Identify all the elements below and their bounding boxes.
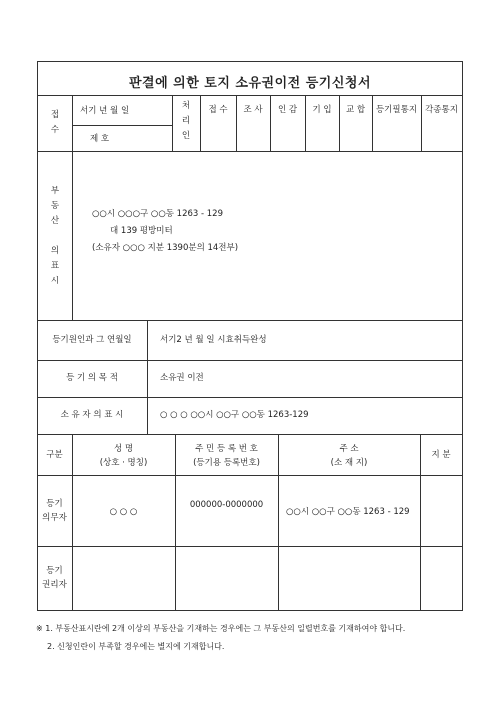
reception-label <box>49 108 61 138</box>
category-header: 구분 <box>46 450 63 460</box>
table-border-right <box>462 61 463 611</box>
reception-label-char: 접 <box>50 110 60 120</box>
name-subheader: (상호 · 명칭) <box>99 458 148 468</box>
id-subheader: (등기용 등록번호) <box>193 458 260 468</box>
category-cell: 권리자 <box>42 580 67 590</box>
property-label-char: 부 <box>50 186 60 196</box>
name-cell: ○ ○ ○ <box>109 507 138 517</box>
table-border-bottom <box>37 610 463 611</box>
property-label-char: 시 <box>50 276 60 286</box>
property-label-char: 동 <box>50 201 60 211</box>
divider <box>421 95 422 151</box>
table-border-top <box>37 61 463 62</box>
divider <box>236 95 237 151</box>
category-cell: 등기 <box>46 499 63 509</box>
column-header-investigation: 조 사 <box>243 105 263 115</box>
divider <box>72 151 73 320</box>
reception-date: 서기 년 월 일 <box>80 106 130 116</box>
reception-label-char: 수 <box>50 125 60 135</box>
divider <box>420 434 421 610</box>
cause-label: 등기원인과 그 연월일 <box>52 335 132 345</box>
property-label-char: 산 <box>50 216 60 226</box>
column-header-other-notice: 각종통지 <box>425 105 458 115</box>
divider <box>37 546 463 547</box>
column-header-entry: 기 입 <box>312 105 332 115</box>
divider <box>147 320 148 434</box>
property-label-char: 표 <box>50 261 60 271</box>
divider <box>72 125 172 126</box>
property-label-char: 의 <box>50 246 60 256</box>
column-header-completion-notice: 등기필통지 <box>375 105 418 115</box>
divider <box>72 95 73 151</box>
column-header-seal: 인 감 <box>277 105 298 115</box>
property-address: ○○시 ○○○구 ○○동 1263 - 129 <box>92 209 223 219</box>
address-cell: ○○시 ○○구 ○○동 1263 - 129 <box>286 507 410 517</box>
page-title: 판결에 의한 토지 소유권이전 등기신청서 <box>128 76 372 91</box>
address-subheader: (소 재 지) <box>330 458 368 468</box>
divider <box>270 95 271 151</box>
processing-label-char: 처 <box>181 101 191 111</box>
share-header: 지 분 <box>431 450 451 460</box>
divider <box>37 360 463 361</box>
divider <box>339 95 340 151</box>
divider <box>172 95 173 151</box>
divider <box>37 320 463 321</box>
divider <box>37 434 463 435</box>
column-header-check: 교 합 <box>345 105 366 115</box>
ownership-label: 소 유 자 의 표 시 <box>60 410 124 420</box>
column-header-reception: 접 수 <box>208 105 228 115</box>
category-cell: 의무자 <box>42 513 67 523</box>
footnote-1: ※ 1. 부동산표시란에 2개 이상의 부동산을 기재하는 경우에는 그 부동산의 일렬번호를 기재하여야 합니다. <box>36 624 406 633</box>
divider <box>37 151 463 152</box>
divider <box>37 475 463 476</box>
property-owner-share: (소유자 ○○○ 지분 1390분의 14전부) <box>92 243 239 253</box>
cause-value: 서기2 년 월 일 시효취득완성 <box>160 335 267 345</box>
purpose-value: 소유권 이전 <box>160 373 204 383</box>
property-area: 대 139 평방미터 <box>110 226 173 236</box>
id-cell: 000000-0000000 <box>189 500 264 510</box>
property-label-char <box>49 229 61 244</box>
category-cell: 등기 <box>46 566 63 576</box>
divider <box>37 95 463 96</box>
purpose-label: 등 기 의 목 적 <box>66 373 118 383</box>
divider <box>372 95 373 151</box>
id-header: 주 민 등 록 번 호 <box>195 444 258 454</box>
divider <box>200 95 201 151</box>
processing-label <box>180 99 192 144</box>
reception-number: 제 호 <box>90 134 110 144</box>
divider <box>37 397 463 398</box>
footnote-2: 2. 신청인란이 부족할 경우에는 별지에 기재합니다. <box>47 642 225 651</box>
property-label <box>49 184 61 289</box>
address-header: 주 소 <box>339 444 359 454</box>
processing-label-char: 리 <box>181 116 191 126</box>
processing-label-char: 인 <box>181 131 191 141</box>
divider <box>305 95 306 151</box>
ownership-value: ○ ○ ○ ○○시 ○○구 ○○동 1263-129 <box>160 410 309 420</box>
name-header: 성 명 <box>113 444 134 454</box>
